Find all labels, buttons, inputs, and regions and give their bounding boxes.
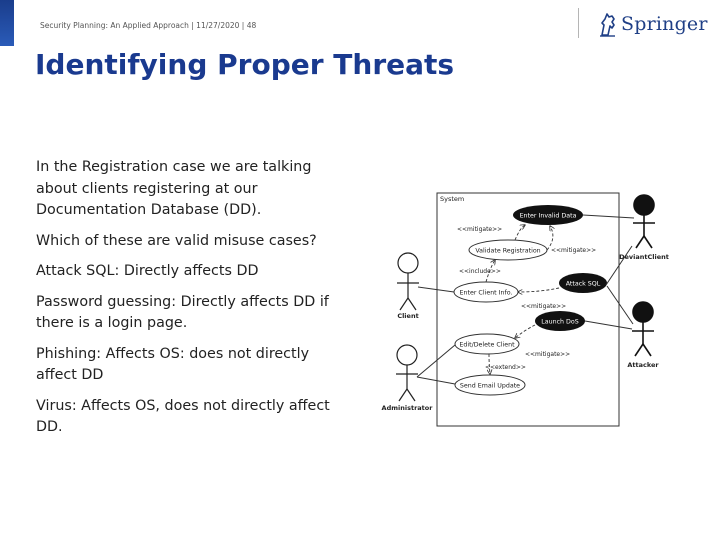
- actor-attacker-label: Attacker: [627, 361, 659, 369]
- paragraph: In the Registration case we are talking about clients registering at our Documentation Database (DD).: [36, 159, 312, 218]
- body-text: [36, 157, 346, 448]
- paragraph: Which of these are valid misuse cases?: [36, 232, 317, 249]
- include-label: <<include>>: [459, 268, 501, 275]
- actor-client-label: Client: [397, 312, 419, 320]
- misuse-case-attack-sql-label: Attack SQL: [565, 280, 601, 288]
- mitigate-label: <<mitigate>>: [457, 226, 503, 233]
- mitigate-label: <<mitigate>>: [551, 247, 597, 254]
- association-lines: [417, 212, 634, 384]
- actor-deviant-client-label: DeviantClient: [619, 253, 669, 261]
- mitigate-label: <<mitigate>>: [521, 303, 567, 310]
- actor-attacker: [632, 302, 654, 356]
- actor-deviant-client: [633, 195, 655, 248]
- logo-text: Springer: [621, 13, 708, 35]
- use-case-enter-client-info-label: Enter Client Info.: [459, 289, 513, 297]
- misuse-case-launch-dos-label: Launch DoS: [541, 318, 579, 326]
- paragraph: Phishing: Affects OS: does not directly affect DD: [36, 345, 310, 383]
- actor-client: [397, 253, 419, 310]
- paragraph: Attack SQL: Directly affects DD: [36, 263, 259, 279]
- actor-administrator-label: Administrator: [381, 404, 433, 412]
- use-case-validate-registration-label: Validate Registration: [475, 247, 541, 255]
- use-case-edit-delete-client-label: Edit/Delete Client: [459, 341, 515, 349]
- springer-horse-icon: [598, 11, 618, 37]
- paragraph: Password guessing: Directly affects DD if there is a login page.: [36, 293, 329, 331]
- use-case-send-email-update-label: Send Email Update: [459, 382, 521, 390]
- springer-logo: [598, 10, 708, 38]
- actor-administrator: [396, 345, 418, 401]
- extend-label: <<extend>>: [485, 364, 526, 371]
- page-title: Identifying Proper Threats: [35, 48, 455, 81]
- misuse-case-enter-invalid-data-label: Enter Invalid Data: [519, 212, 577, 220]
- header-caption: Security Planning: An Applied Approach | 11/27/2020 | 48: [40, 21, 257, 30]
- accent-bar: [0, 0, 14, 46]
- system-label: System: [440, 195, 465, 203]
- paragraph: Virus: Affects OS, does not directly affect DD.: [36, 397, 330, 435]
- mitigate-label: <<mitigate>>: [525, 351, 571, 358]
- misuse-case-diagram: [375, 188, 675, 433]
- header-divider: [578, 8, 579, 38]
